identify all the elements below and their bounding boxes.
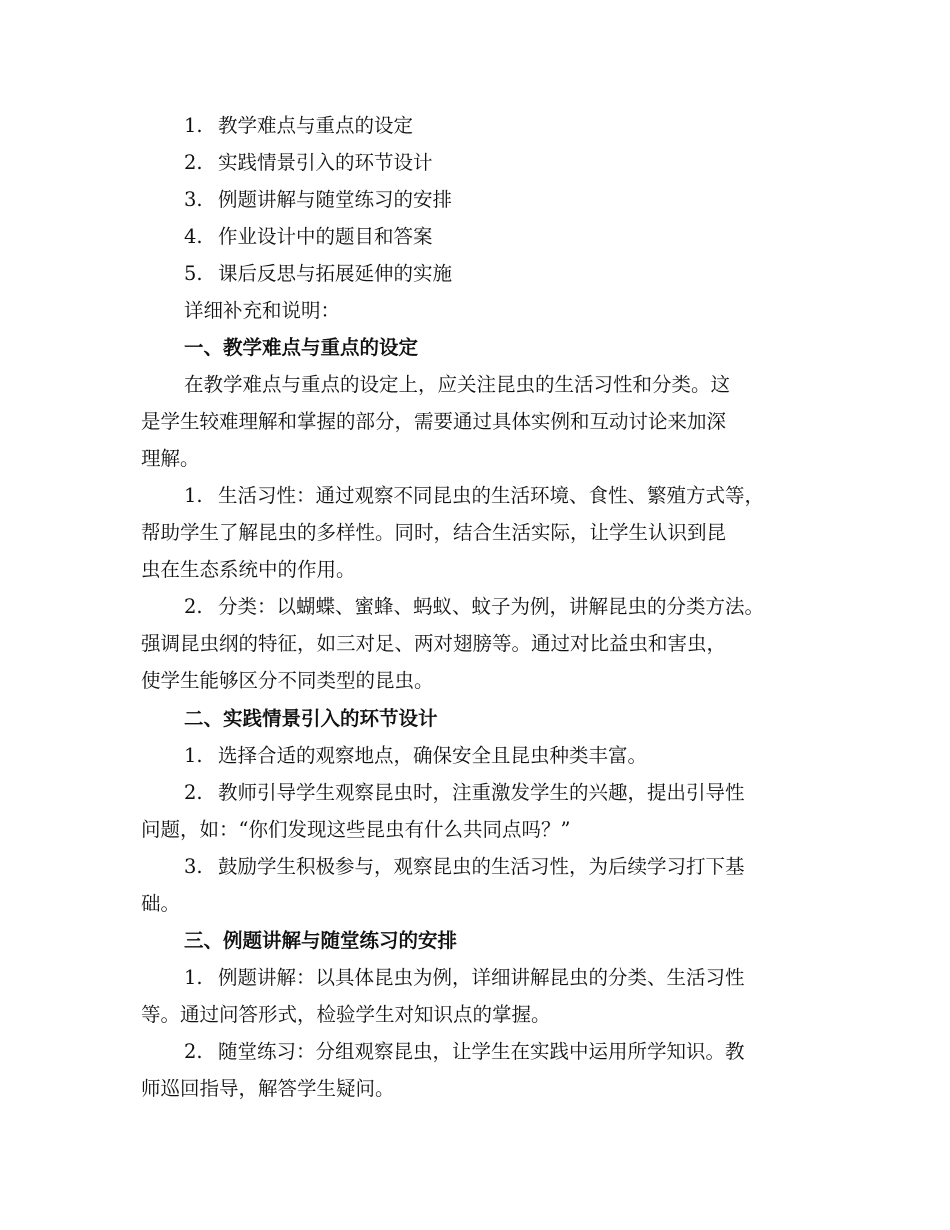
outline-item: 4. 作业设计中的题目和答案 [184,225,433,248]
outline-item: 3. 例题讲解与随堂练习的安排 [184,188,453,211]
list-item: 2. 分类：以蝴蝶、蜜蜂、蚂蚁、蚊子为例，讲解昆虫的分类方法。 [184,595,765,618]
section-heading: 三、例题讲解与随堂练习的安排 [184,929,458,952]
paragraph-line: 师巡回指导，解答学生疑问。 [141,1077,395,1100]
paragraph-line: 帮助学生了解昆虫的多样性。同时，结合生活实际，让学生认识到昆 [141,521,727,544]
outline-item-text: 教学难点与重点的设定 [218,114,414,137]
outline-item-text: 例题讲解与随堂练习的安排 [218,188,453,211]
list-item: 1. 选择合适的观察地点，确保安全且昆虫种类丰富。 [184,744,648,767]
paragraph-line: 强调昆虫纲的特征，如三对足、两对翅膀等。通过对比益虫和害虫， [141,632,727,655]
outline-item-text: 作业设计中的题目和答案 [218,225,433,248]
list-item: 2. 随堂练习：分组观察昆虫，让学生在实践中运用所学知识。教 [184,1040,745,1063]
outline-item: 1. 教学难点与重点的设定 [184,114,414,137]
paragraph-line: 理解。 [141,447,200,470]
outline-item-text: 课后反思与拓展延伸的实施 [218,262,453,285]
paragraph-line: 础。 [141,892,181,915]
outline-item-text: 实践情景引入的环节设计 [218,151,433,174]
list-item: 3. 鼓励学生积极参与，观察昆虫的生活习性，为后续学习打下基 [184,855,745,878]
intro-text: 详细补充和说明： [184,299,341,322]
paragraph-line: 在教学难点与重点的设定上，应关注昆虫的生活习性和分类。这 [184,373,731,396]
section-heading: 一、教学难点与重点的设定 [184,336,419,359]
outline-item: 5. 课后反思与拓展延伸的实施 [184,262,453,285]
list-item: 2. 教师引导学生观察昆虫时，注重激发学生的兴趣，提出引导性 [184,781,745,804]
paragraph-line: 问题，如：“你们发现这些昆虫有什么共同点吗？” [141,818,571,841]
paragraph-line: 使学生能够区分不同类型的昆虫。 [141,669,434,692]
paragraph-line: 等。通过问答形式，检验学生对知识点的掌握。 [141,1003,551,1026]
paragraph-line: 是学生较难理解和掌握的部分，需要通过具体实例和互动讨论来加深 [141,410,727,433]
section-heading: 二、实践情景引入的环节设计 [184,707,438,730]
list-item: 1. 例题讲解：以具体昆虫为例，详细讲解昆虫的分类、生活习性 [184,966,745,989]
paragraph-line: 虫在生态系统中的作用。 [141,558,356,581]
outline-item: 2. 实践情景引入的环节设计 [184,151,433,174]
list-item: 1. 生活习性：通过观察不同昆虫的生活环境、食性、繁殖方式等， [184,484,765,507]
